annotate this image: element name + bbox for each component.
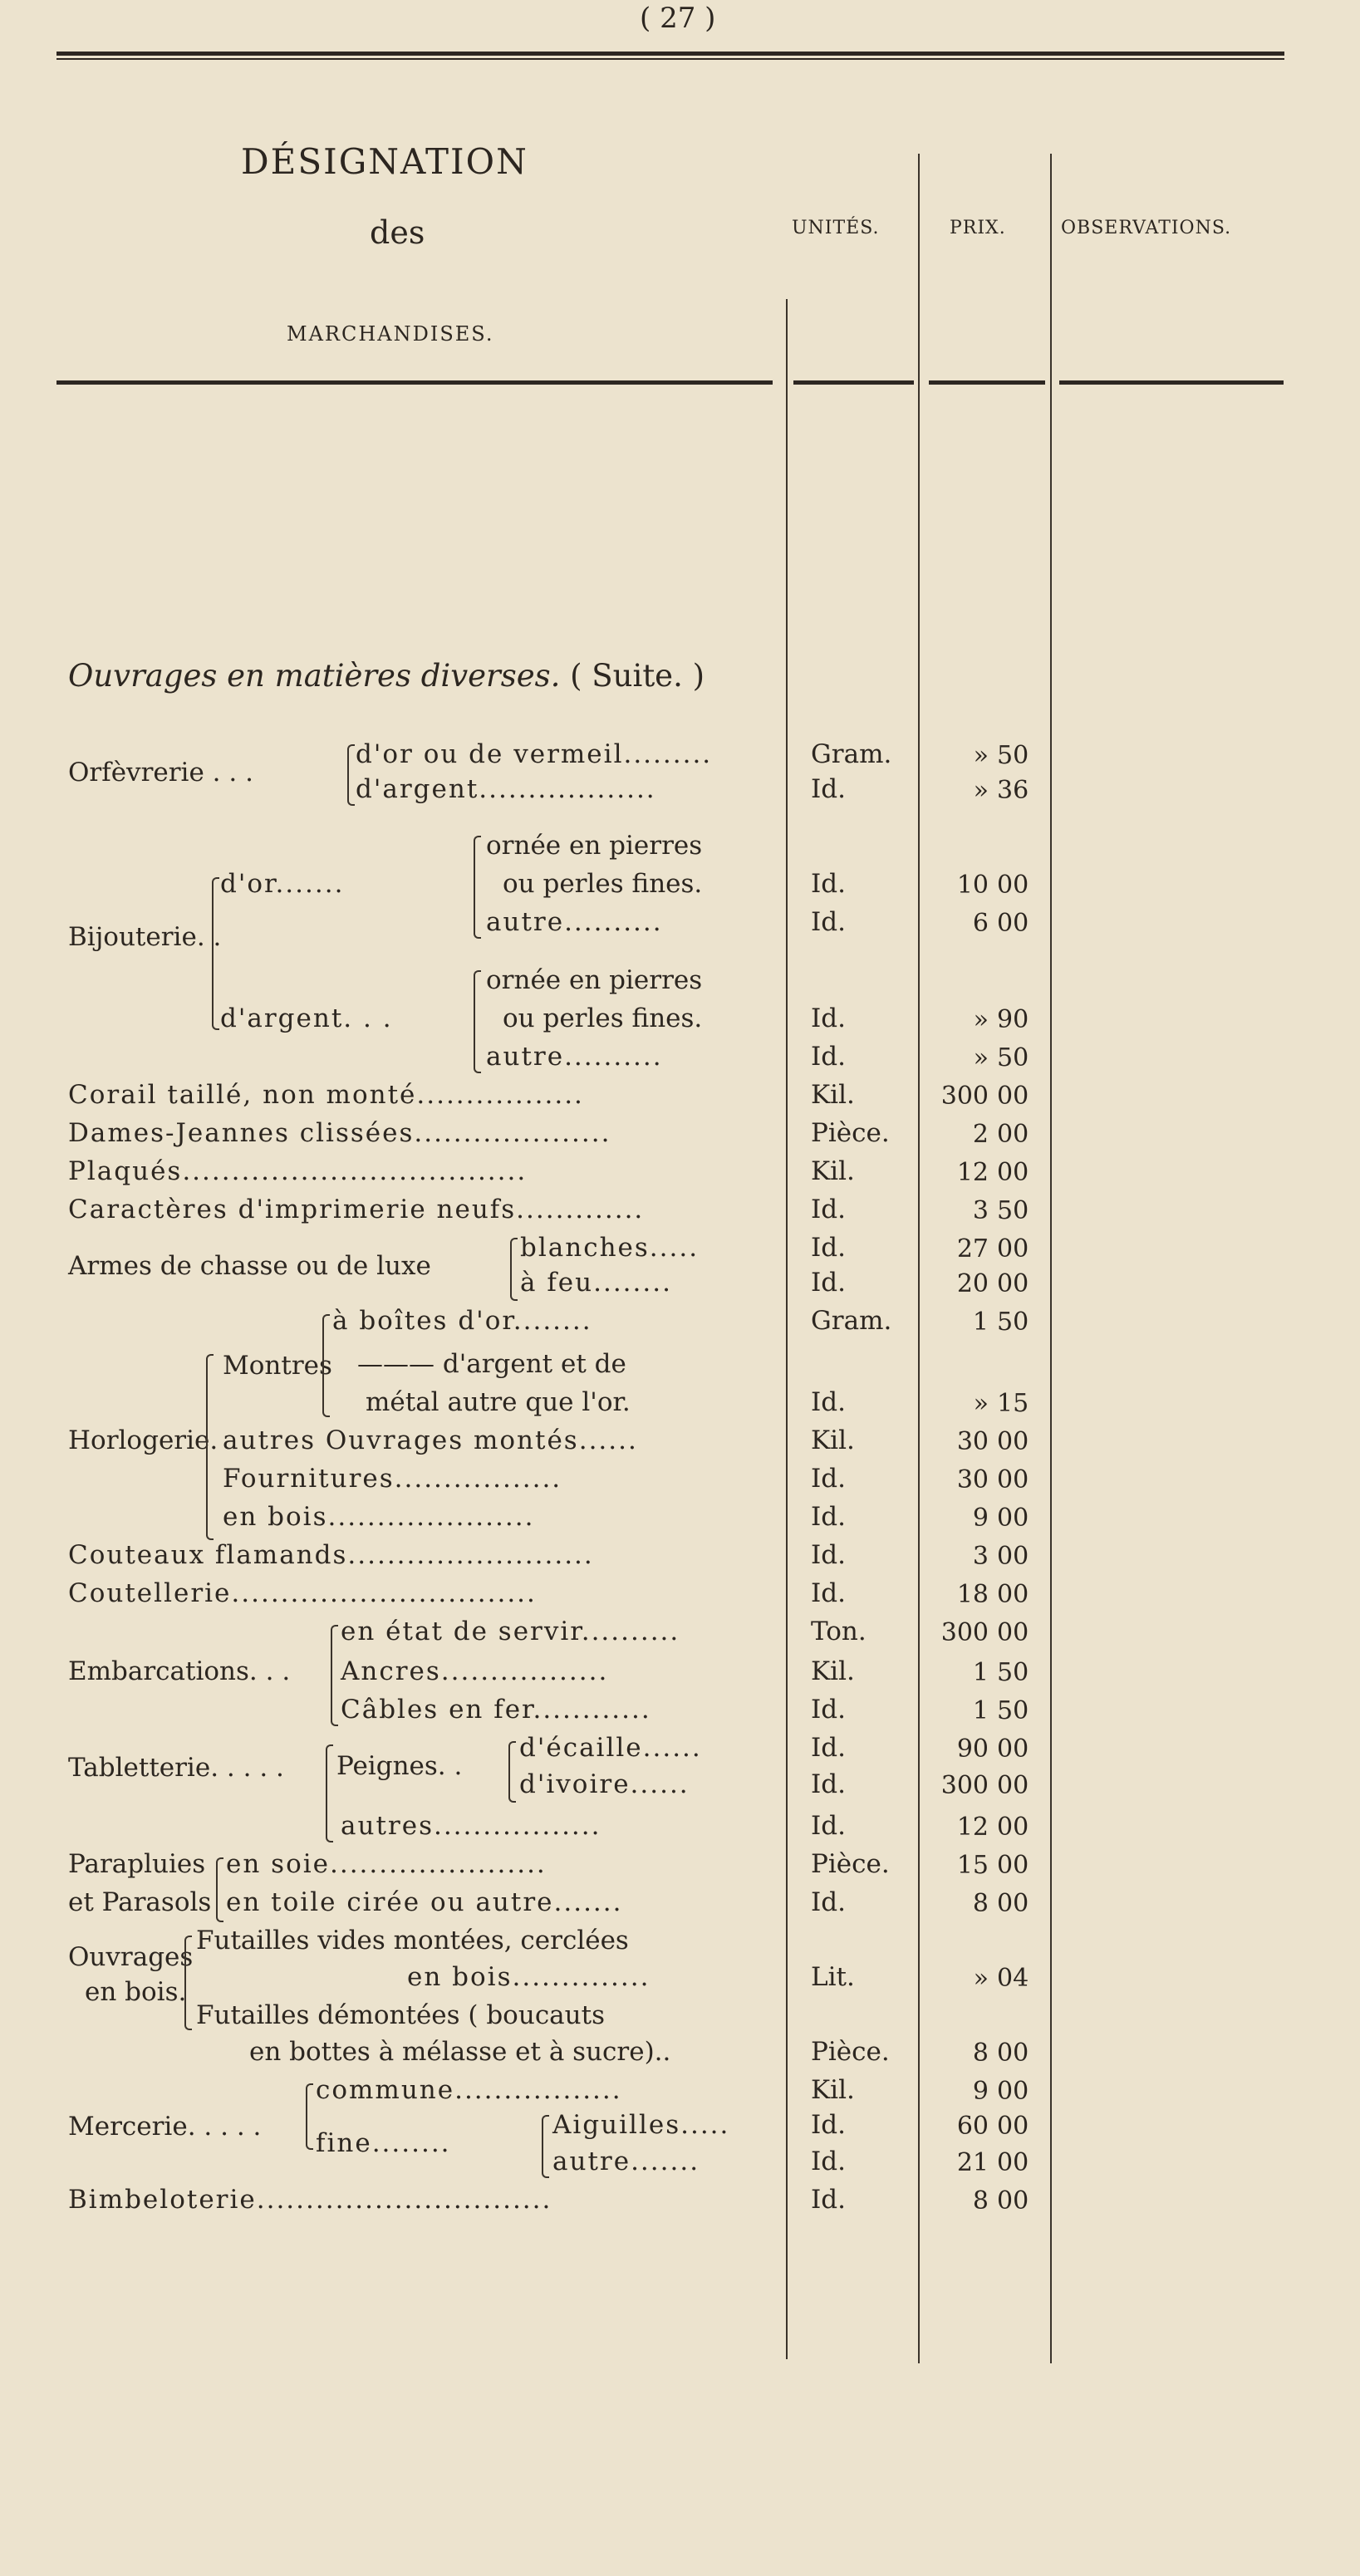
header-rule-observations <box>1059 380 1284 385</box>
label-en-bois: en bois. <box>85 1977 187 2007</box>
cell-price-francs: 1 <box>972 1308 989 1337</box>
cell-price-centimes: 00 <box>997 1771 1029 1800</box>
cell-price-centimes: 15 <box>997 1389 1029 1418</box>
cell-price-francs: 3 <box>972 1542 989 1571</box>
cell-price-centimes: 00 <box>997 1813 1029 1842</box>
label-fournitures: Fournitures................. <box>223 1464 562 1494</box>
header-rule-designation <box>56 380 773 385</box>
brace-montres <box>322 1314 330 1417</box>
label-montres: Montres <box>223 1351 332 1381</box>
label-embarcations: Embarcations. . . <box>68 1656 291 1686</box>
header-unites: UNITÉS. <box>792 218 880 238</box>
col-line-2 <box>918 154 920 2363</box>
label-aiguilles: Aiguilles..... <box>552 2110 730 2140</box>
label-autres-tabletterie: autres................. <box>341 1811 601 1841</box>
cell-price-francs: » <box>973 741 989 770</box>
header-observations: OBSERVATIONS. <box>1061 218 1232 238</box>
cell-unit: Kil. <box>811 2075 855 2105</box>
cell-price-centimes: 00 <box>997 1234 1029 1263</box>
top-rule <box>56 52 1284 56</box>
cell-unit: Id. <box>811 1540 846 1570</box>
label-ouvrages: Ouvrages <box>68 1942 194 1972</box>
cell-unit: Kil. <box>811 1080 855 1110</box>
cell-price-centimes: 00 <box>997 2112 1029 2141</box>
cell-unit: Gram. <box>811 739 892 769</box>
label-autre2: autre.......... <box>486 1042 663 1072</box>
label-metal-autre: métal autre que l'or. <box>366 1387 631 1417</box>
brace-horlogerie <box>206 1354 214 1540</box>
label-parapluies: Parapluies <box>68 1849 206 1879</box>
label-tabletterie: Tabletterie. . . . . <box>68 1753 284 1783</box>
label-ornee2: ornée en pierres <box>486 965 703 995</box>
cell-unit: Id. <box>811 1464 846 1494</box>
cell-unit: Pièce. <box>811 1118 890 1148</box>
header-designation: DÉSIGNATION <box>241 141 528 182</box>
cell-price-francs: 90 <box>956 1735 989 1764</box>
cell-price-centimes: 00 <box>997 1889 1029 1918</box>
label-afeu: à feu........ <box>520 1268 672 1298</box>
cell-price-francs: 27 <box>956 1234 989 1263</box>
label-ancres: Ancres................. <box>341 1656 609 1686</box>
label-orf-argent: d'argent.................. <box>356 774 656 804</box>
cell-price-francs: » <box>973 1964 989 1993</box>
cell-price-francs: 8 <box>972 2039 989 2068</box>
cell-unit: Id. <box>811 1811 846 1841</box>
cell-unit: Id. <box>811 1502 846 1532</box>
label-fine: fine........ <box>316 2128 451 2158</box>
header-prix: PRIX. <box>950 218 1006 238</box>
brace-ouvrages-bois <box>184 1936 192 2030</box>
cell-unit: Id. <box>811 907 846 937</box>
cell-price-francs: 12 <box>956 1158 989 1187</box>
brace-peignes <box>508 1741 516 1803</box>
header-rule-prix <box>929 380 1045 385</box>
cell-price-centimes: 50 <box>997 1696 1029 1725</box>
label-en-soie: en soie...................... <box>226 1849 547 1879</box>
cell-price-francs: 60 <box>956 2112 989 2141</box>
cell-unit: Id. <box>811 1195 846 1224</box>
cell-unit: Id. <box>811 1578 846 1608</box>
cell-price-francs: 9 <box>972 2077 989 2106</box>
cell-price-francs: » <box>973 1005 989 1034</box>
cell-unit: Lit. <box>811 1962 855 1992</box>
cell-price-centimes: 90 <box>997 1005 1029 1034</box>
cell-unit: Id. <box>811 1268 846 1298</box>
cell-unit: Id. <box>811 1042 846 1072</box>
label-caracteres: Caractères d'imprimerie neufs............. <box>68 1195 645 1224</box>
cell-unit: Id. <box>811 2147 846 2176</box>
cell-unit: Id. <box>811 869 846 899</box>
brace-bijouterie <box>212 877 219 1030</box>
cell-price-francs: 6 <box>972 909 989 938</box>
cell-price-centimes: 50 <box>997 1196 1029 1225</box>
cell-price-francs: 30 <box>956 1427 989 1456</box>
cell-price-centimes: 00 <box>997 1082 1029 1111</box>
cell-price-francs: 12 <box>956 1813 989 1842</box>
label-ecaille: d'écaille...... <box>519 1733 702 1763</box>
brace-fine <box>542 2115 549 2178</box>
label-futailles1b: en bois.............. <box>407 1962 651 1992</box>
cell-unit: Id. <box>811 2185 846 2215</box>
cell-price-francs: » <box>973 776 989 805</box>
cell-unit: Id. <box>811 1003 846 1033</box>
label-horlogerie: Horlogerie. <box>68 1425 218 1455</box>
cell-unit: Kil. <box>811 1156 855 1186</box>
label-parasols: et Parasols <box>68 1887 212 1917</box>
cell-price-francs: 15 <box>956 1851 989 1880</box>
cell-unit: Pièce. <box>811 1849 890 1879</box>
cell-price-francs: » <box>973 1043 989 1072</box>
cell-price-francs: 3 <box>972 1196 989 1225</box>
cell-price-centimes: 50 <box>997 1308 1029 1337</box>
label-cables: Câbles en fer............ <box>341 1695 651 1725</box>
brace-tabletterie <box>326 1744 333 1842</box>
label-autre-mercerie: autre....... <box>552 2147 700 2176</box>
label-blanches: blanches..... <box>520 1233 700 1263</box>
label-coutellerie: Coutellerie............................... <box>68 1578 537 1608</box>
col-line-3 <box>1050 154 1052 2363</box>
label-plaques: Plaqués................................... <box>68 1156 528 1186</box>
label-couteaux: Couteaux flamands......................... <box>68 1540 594 1570</box>
label-commune: commune................. <box>316 2075 622 2105</box>
label-ivoire: d'ivoire...... <box>519 1769 690 1799</box>
cell-unit: Id. <box>811 2110 846 2140</box>
label-etat: en état de servir.......... <box>341 1617 680 1646</box>
header-des: des <box>370 214 425 251</box>
label-boites-or: à boîtes d'or........ <box>332 1306 592 1336</box>
label-toile: en toile cirée ou autre....... <box>226 1887 623 1917</box>
cell-unit: Kil. <box>811 1656 855 1686</box>
label-futailles2: Futailles démontées ( boucauts <box>196 2000 605 2030</box>
cell-price-francs: 18 <box>956 1580 989 1609</box>
cell-price-centimes: 00 <box>997 1735 1029 1764</box>
header-marchandises: MARCHANDISES. <box>287 322 494 346</box>
cell-price-centimes: 50 <box>997 1658 1029 1687</box>
label-dames: Dames-Jeannes clissées.................... <box>68 1118 611 1148</box>
cell-unit: Id. <box>811 1233 846 1263</box>
cell-price-francs: » <box>973 1389 989 1418</box>
label-armes: Armes de chasse ou de luxe <box>68 1251 431 1281</box>
cell-price-centimes: 00 <box>997 2186 1029 2215</box>
brace-orfevrerie <box>347 744 355 806</box>
cell-price-centimes: 00 <box>997 2039 1029 2068</box>
header-rule-unites <box>793 380 914 385</box>
label-mercerie: Mercerie. . . . . <box>68 2112 262 2142</box>
cell-price-centimes: 00 <box>997 2077 1029 2106</box>
section-title: Ouvrages en matières diverses. ( Suite. ) <box>68 658 705 694</box>
top-rule-thin <box>56 58 1284 60</box>
cell-price-francs: 1 <box>972 1658 989 1687</box>
label-perles1: ou perles fines. <box>503 869 703 899</box>
cell-price-centimes: 00 <box>997 1580 1029 1609</box>
cell-unit: Id. <box>811 1733 846 1763</box>
cell-price-centimes: 00 <box>997 1542 1029 1571</box>
cell-price-centimes: 00 <box>997 871 1029 900</box>
label-futailles1: Futailles vides montées, cerclées <box>196 1926 629 1955</box>
cell-price-francs: 30 <box>956 1465 989 1494</box>
cell-price-centimes: 00 <box>997 1120 1029 1149</box>
brace-embarcations <box>331 1625 338 1726</box>
label-bij-argent: d'argent. . . <box>220 1003 393 1033</box>
cell-unit: Id. <box>811 1387 846 1417</box>
label-corail: Corail taillé, non monté................. <box>68 1080 584 1110</box>
cell-price-centimes: 00 <box>997 1504 1029 1533</box>
cell-price-francs: 9 <box>972 1504 989 1533</box>
label-autre1: autre.......... <box>486 907 663 937</box>
cell-unit: Id. <box>811 1887 846 1917</box>
brace-mercerie <box>306 2083 313 2150</box>
cell-unit: Pièce. <box>811 2037 890 2067</box>
label-bijouterie: Bijouterie. . <box>68 922 222 952</box>
cell-unit: Gram. <box>811 1306 892 1336</box>
cell-price-centimes: 04 <box>997 1964 1029 1993</box>
cell-price-francs: 21 <box>956 2148 989 2177</box>
cell-price-francs: 8 <box>972 1889 989 1918</box>
cell-price-francs: 300 <box>940 1082 989 1111</box>
cell-price-centimes: 50 <box>997 741 1029 770</box>
cell-price-francs: 1 <box>972 1696 989 1725</box>
label-orf-or: d'or ou de vermeil......... <box>356 739 713 769</box>
label-futailles2b: en bottes à mélasse et à sucre).. <box>249 2037 671 2067</box>
label-ornee1: ornée en pierres <box>486 831 703 861</box>
cell-unit: Kil. <box>811 1425 855 1455</box>
brace-bij-argent <box>474 970 481 1073</box>
cell-price-francs: 300 <box>940 1618 989 1647</box>
label-peignes: Peignes. . <box>336 1751 463 1781</box>
cell-price-francs: 8 <box>972 2186 989 2215</box>
cell-unit: Id. <box>811 1695 846 1725</box>
label-autres-ouvrages: autres Ouvrages montés...... <box>223 1425 638 1455</box>
label-en-bois-horlogerie: en bois..................... <box>223 1502 535 1532</box>
cell-unit: Id. <box>811 1769 846 1799</box>
cell-price-centimes: 36 <box>997 776 1029 805</box>
col-line-1 <box>786 299 788 2359</box>
cell-price-centimes: 00 <box>997 909 1029 938</box>
label-bimbeloterie: Bimbeloterie.............................. <box>68 2185 552 2215</box>
cell-price-centimes: 00 <box>997 1618 1029 1647</box>
cell-price-francs: 10 <box>956 871 989 900</box>
cell-price-francs: 2 <box>972 1120 989 1149</box>
cell-price-francs: 20 <box>956 1269 989 1298</box>
brace-bij-or <box>474 836 481 939</box>
cell-price-centimes: 50 <box>997 1043 1029 1072</box>
cell-unit: Id. <box>811 774 846 804</box>
cell-unit: Ton. <box>811 1617 867 1646</box>
cell-price-centimes: 00 <box>997 2148 1029 2177</box>
label-perles2: ou perles fines. <box>503 1003 703 1033</box>
cell-price-centimes: 00 <box>997 1427 1029 1456</box>
page-number: ( 27 ) <box>640 2 716 35</box>
cell-price-centimes: 00 <box>997 1851 1029 1880</box>
label-bij-or: d'or....... <box>220 869 345 899</box>
label-dargent-dash: ——— d'argent et de <box>357 1349 626 1379</box>
cell-price-centimes: 00 <box>997 1465 1029 1494</box>
label-orfevrerie: Orfèvrerie . . . <box>68 758 253 788</box>
brace-parapluies <box>216 1857 223 1922</box>
cell-price-centimes: 00 <box>997 1158 1029 1187</box>
cell-price-francs: 300 <box>940 1771 989 1800</box>
cell-price-centimes: 00 <box>997 1269 1029 1298</box>
brace-armes <box>510 1238 518 1301</box>
